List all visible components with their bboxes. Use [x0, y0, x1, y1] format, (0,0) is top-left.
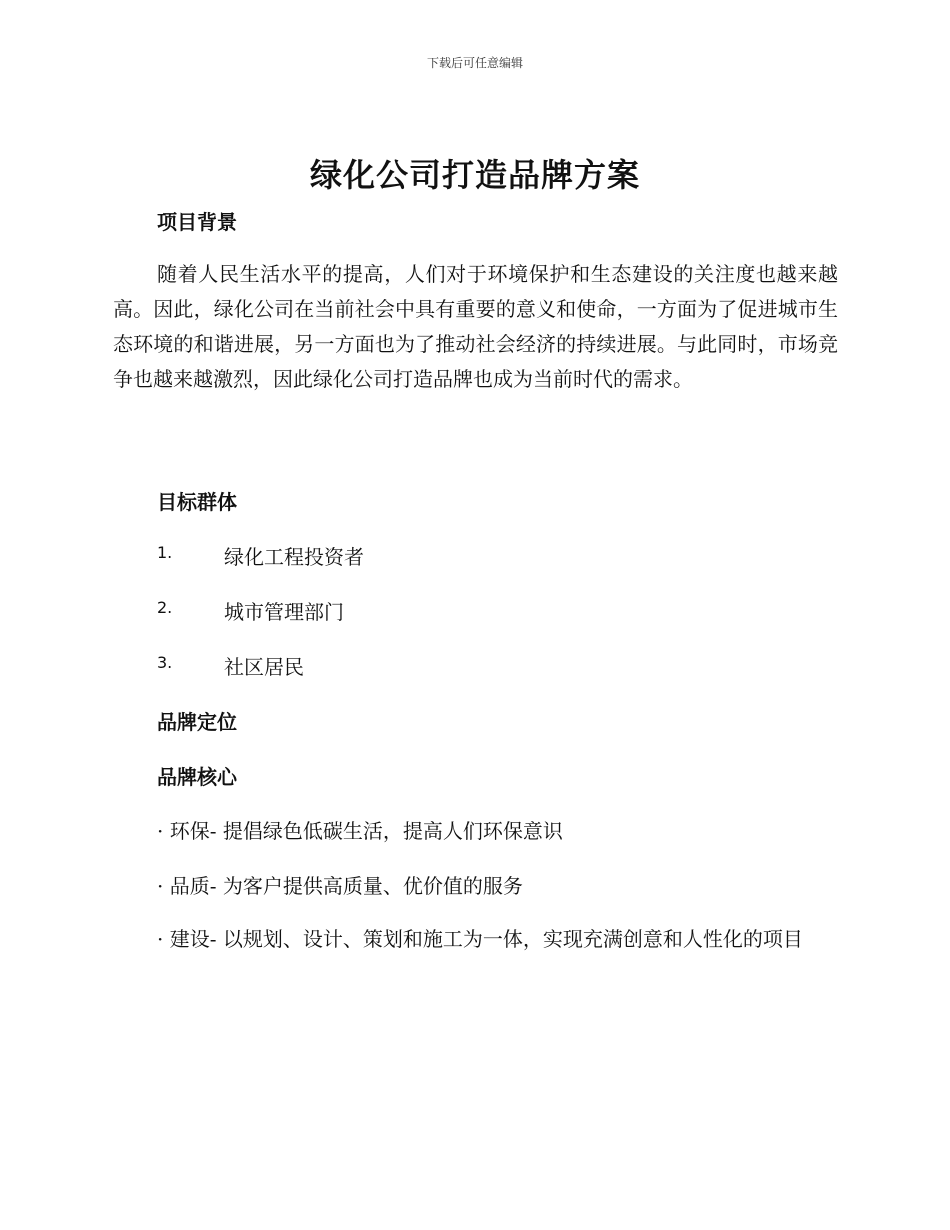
bullet-item: · 环保- 提倡绿色低碳生活，提高人们环保意识 [157, 819, 563, 843]
document-title: 绿化公司打造品牌方案 [309, 156, 640, 194]
header-note: 下载后可任意编辑 [426, 56, 523, 70]
list-text: 社区居民 [224, 655, 304, 679]
list-text: 绿化工程投资者 [224, 545, 364, 569]
background-paragraph: 随着人民生活水平的提高，人们对于环境保护和生态建设的关注度也越来越高。因此，绿化公司在当前社会中具有重要的意义和使命，一方面为了促进城市生态环境的和谐进展，另一方面也为了推动社会经济的持续进展。与此同时，市场竞争也越来越激烈，因此绿化公司打造品牌也成为当前时代的需求。 [113, 262, 838, 391]
list-number: 1. [157, 543, 173, 562]
section-heading-background: 项目背景 [157, 210, 237, 234]
list-text: 城市管理部门 [224, 600, 344, 624]
list-number: 3. [157, 653, 173, 672]
section-heading-core: 品牌核心 [157, 765, 237, 789]
bullet-item: · 品质- 为客户提供高质量、优价值的服务 [157, 874, 523, 898]
section-heading-target: 目标群体 [157, 490, 237, 514]
bullet-item: · 建设- 以规划、设计、策划和施工为一体，实现充满创意和人性化的项目 [157, 927, 803, 951]
section-heading-positioning: 品牌定位 [157, 710, 237, 734]
list-number: 2. [157, 598, 173, 617]
